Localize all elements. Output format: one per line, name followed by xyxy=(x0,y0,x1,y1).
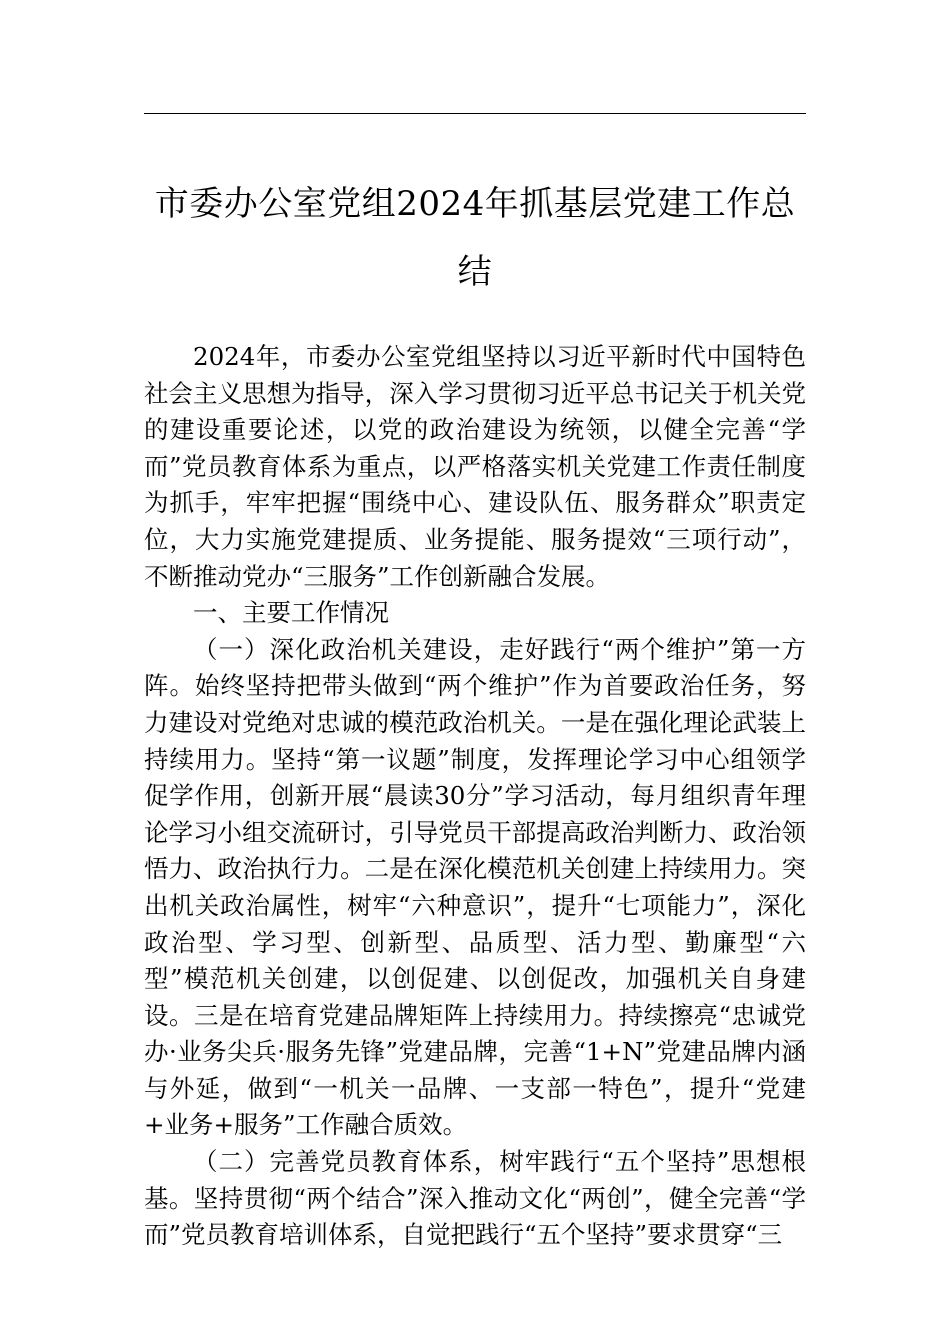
body-paragraph: （二）完善党员教育体系，树牢践行“五个坚持”思想根基。坚持贯彻“两个结合”深入推动文化“两创”，健全完善“学而”党员教育培训体系，自觉把践行“五个坚持”要求贯穿“三 xyxy=(144,1147,806,1250)
intro-paragraph: 2024年，市委办公室党组坚持以习近平新时代中国特色社会主义思想为指导，深入学习贯彻习近平总书记关于机关党的建设重要论述，以党的政治建设为统领，以健全完善“学而”党员教育体系为重点，以严格落实机关党建工作责任制度为抓手，牢牢把握“围绕中心、建设队伍、服务群众”职责定位，大力实施党建提质、业务提能、服务提效“三项行动”，不断推动党办“三服务”工作创新融合发展。 xyxy=(144,342,806,591)
body-paragraph: （一）深化政治机关建设，走好践行“两个维护”第一方阵。始终坚持把带头做到“两个维护”作为首要政治任务，努力建设对党绝对忠诚的模范政治机关。一是在强化理论武装上持续用力。坚持“第一议题”制度，发挥理论学习中心组领学促学作用，创新开展“晨读30分”学习活动，每月组织青年理论学习小组交流研讨，引导党员干部提高政治判断力、政治领悟力、政治执行力。二是在深化模范机关创建上持续用力。突出机关政治属性，树牢“六种意识”，提升“七项能力”，深化政治型、学习型、创新型、品质型、活力型、勤廉型“六型”模范机关创建，以创促建、以创促改，加强机关自身建设。三是在培育党建品牌矩阵上持续用力。持续擦亮“忠诚党办·业务尖兵·服务先锋”党建品牌，完善“1+N”党建品牌内涵与外延，做到“一机关一品牌、一支部一特色”，提升“党建+业务+服务”工作融合质效。 xyxy=(144,634,806,1140)
section-heading: 一、主要工作情况 xyxy=(193,598,389,628)
document-body xyxy=(144,339,806,1254)
document-title: 市委办公室党组2024年抓基层党建工作总结 xyxy=(154,184,796,292)
header-rule xyxy=(144,113,806,114)
